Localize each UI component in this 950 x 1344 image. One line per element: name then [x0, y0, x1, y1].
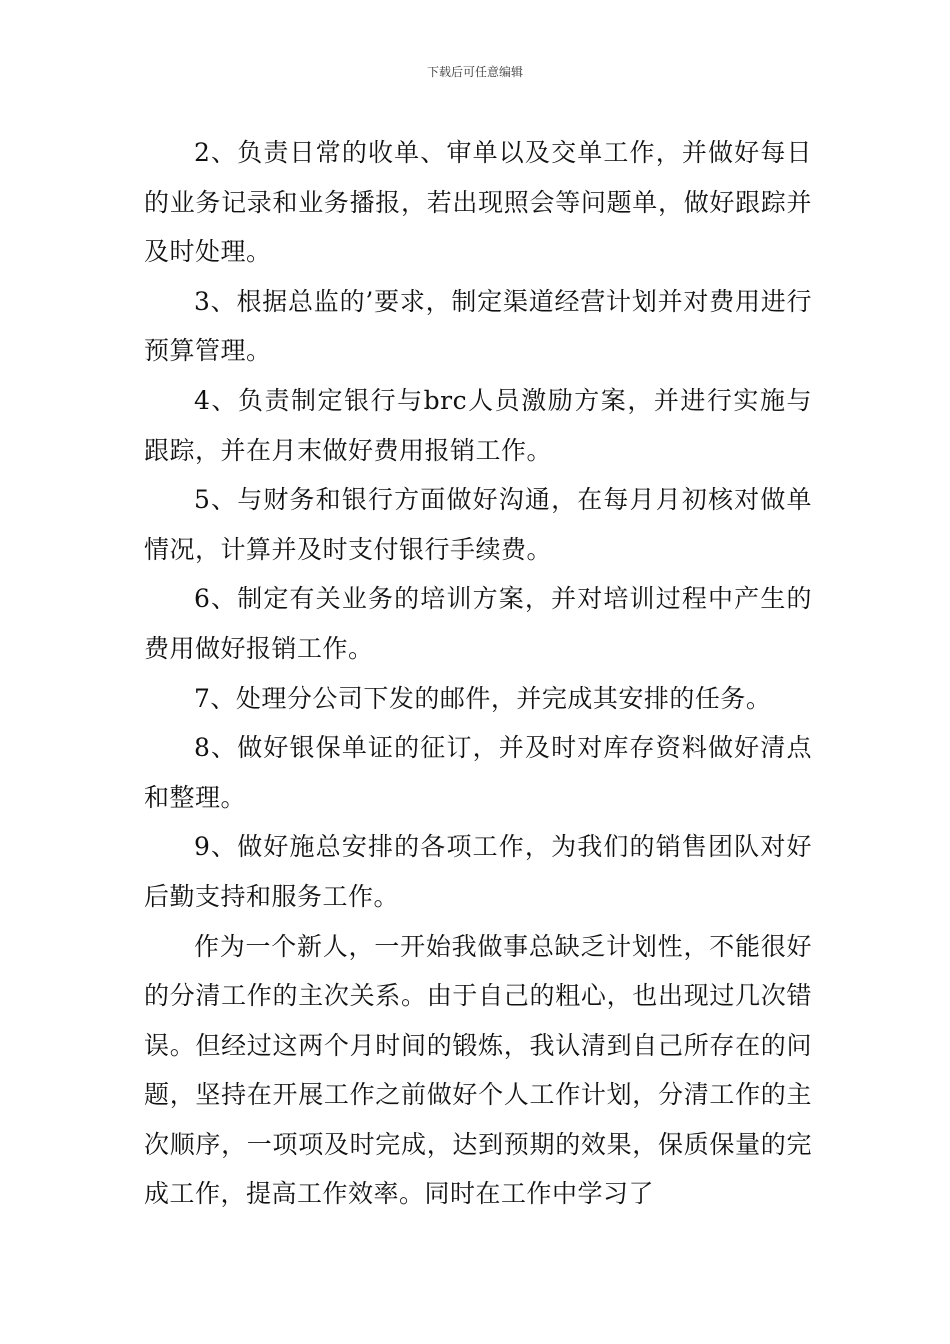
document-body: [144, 128, 812, 1219]
paragraph-item-6: 6、制定有关业务的培训方案，并对培训过程中产生的费用做好报销工作。: [144, 584, 812, 663]
paragraph-item-5: 5、与财务和银行方面做好沟通，在每月月初核对做单情况，计算并及时支付银行手续费。: [144, 485, 812, 564]
paragraph-summary: 作为一个新人，一开始我做事总缺乏计划性，不能很好的分清工作的主次关系。由于自己的粗心，也出现过几次错误。但经过这两个月时间的锻炼，我认清到自己所存在的问题，坚持在开展工作之前做好个人工作计划，分清工作的主次顺序，一项项及时完成，达到预期的效果，保质保量的完成工作，提高工作效率。同时在工作中学习了: [144, 931, 812, 1209]
paragraph-item-9: 9、做好施总安排的各项工作，为我们的销售团队对好后勤支持和服务工作。: [144, 832, 812, 911]
paragraph-item-4: 4、负责制定银行与brc人员激励方案，并进行实施与跟踪，并在月末做好费用报销工作。: [144, 385, 812, 465]
paragraph-item-7: 7、处理分公司下发的邮件，并完成其安排的任务。: [194, 683, 772, 713]
paragraph-item-8: 8、做好银保单证的征订，并及时对库存资料做好清点和整理。: [144, 733, 812, 812]
paragraph-item-3: 3、根据总监的’要求，制定渠道经营计划并对费用进行预算管理。: [144, 286, 812, 366]
page-header: 下载后可任意编辑: [426, 65, 523, 79]
paragraph-item-2: 2、负责日常的收单、审单以及交单工作，并做好每日的业务记录和业务播报，若出现照会等问题单，做好跟踪并及时处理。: [144, 138, 812, 267]
